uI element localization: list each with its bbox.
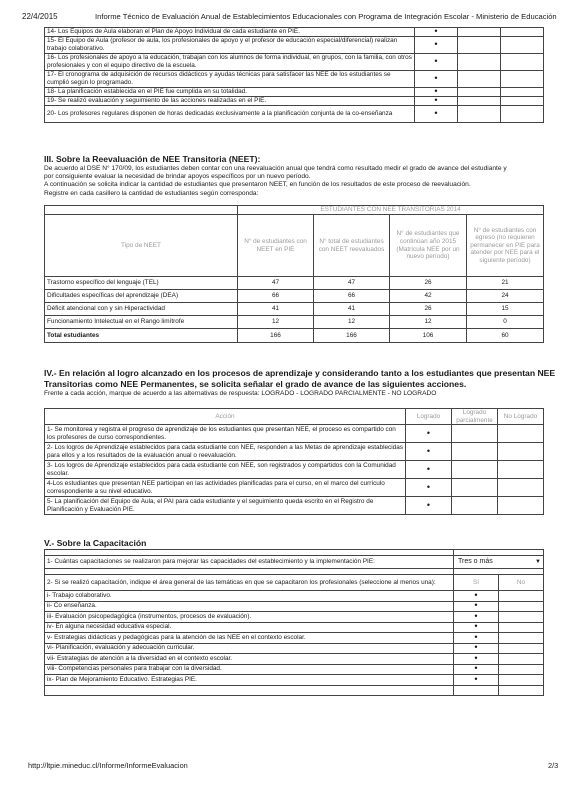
training-si-mark[interactable]: • xyxy=(454,612,499,623)
top-item-option[interactable] xyxy=(458,37,501,54)
neet-total-value: 60 xyxy=(467,329,544,343)
section-3-intro-3: A continuación se solicita indicar la cantidad de estudiantes que presentaron NEET, en función de los resultados de este proceso de reevaluación. xyxy=(44,181,471,188)
top-item-text: 16- Los profesionales de apoyo a la educación, trabajan con los alumnos de forma individual, en grupos, con la familia, con otros profesionales y con el equipo directivo de la escuela. xyxy=(45,54,415,71)
top-item-row xyxy=(45,97,544,106)
top-item-mark[interactable]: • xyxy=(415,97,458,106)
training-row xyxy=(45,622,544,633)
training-topic: ii- Co enseñanza. xyxy=(45,601,454,612)
neet-row-value[interactable]: 12 xyxy=(238,316,314,329)
neet-group-header: ESTUDIANTES CON NEE TRANSITORIAS 2014 xyxy=(238,206,544,215)
top-item-row xyxy=(45,54,544,71)
neet-col-3: N° de estudiantes que continúan año 2015 (Matrícula NEE por un nuevo período) xyxy=(390,215,467,277)
actions-col-parcial: Logrado parcialmente xyxy=(452,409,498,425)
training-spacer-cell xyxy=(45,685,454,695)
training-topic: i- Trabajo colaborativo. xyxy=(45,591,454,602)
top-item-text: 15- El Equipo de Aula (profesor de aula, los profesionales de apoyo y el profesor de educación especial/diferencial) realizan trabajo colaborativo. xyxy=(45,37,415,54)
actions-col-logrado: Logrado xyxy=(406,409,452,425)
training-spacer-cell xyxy=(499,685,544,695)
action-logrado-mark[interactable]: • xyxy=(406,497,452,515)
neet-row-value[interactable]: 42 xyxy=(390,290,467,303)
top-item-option[interactable] xyxy=(501,88,544,97)
action-logrado-mark[interactable]: • xyxy=(406,461,452,479)
training-si-mark[interactable]: • xyxy=(454,675,499,686)
training-si-mark[interactable]: • xyxy=(454,664,499,675)
top-item-text: 17- El cronograma de adquisición de recursos didácticos y ayudas técnicas para satisfacer las NEE de los estudiantes se cumplió según lo programado. xyxy=(45,71,415,88)
section-5-title: V.- Sobre la Capacitación xyxy=(44,538,147,548)
neet-row-value[interactable]: 41 xyxy=(238,303,314,316)
top-items-table xyxy=(44,27,544,123)
training-topic: iv- En alguna necesidad educativa especial. xyxy=(45,622,454,633)
action-row xyxy=(45,479,544,497)
training-no-option[interactable] xyxy=(499,601,544,612)
neet-row-value[interactable]: 47 xyxy=(314,277,390,290)
training-row xyxy=(45,601,544,612)
top-item-option[interactable] xyxy=(501,97,544,106)
actions-col-no: No Logrado xyxy=(498,409,544,425)
action-row xyxy=(45,497,544,515)
top-item-option[interactable] xyxy=(458,71,501,88)
training-no-option[interactable] xyxy=(499,622,544,633)
neet-row-label: Funcionamiento Intelectual en el Rango limítrofe xyxy=(45,316,238,329)
action-logrado-mark[interactable]: • xyxy=(406,443,452,461)
training-q2-label: 2- Si se realizó capacitación, indique el área general de las temáticas en que se capacitaron los profesionales (seleccione al menos una): xyxy=(45,575,454,591)
action-no-option[interactable] xyxy=(498,461,544,479)
action-text: 5- La planificación del Equipo de Aula, el PAI para cada estudiante y el seguimiento queda escrito en el Registro de Planificación y Evaluación PIE. xyxy=(45,497,406,515)
action-no-option[interactable] xyxy=(498,443,544,461)
training-si-mark[interactable]: • xyxy=(454,622,499,633)
top-item-row xyxy=(45,88,544,97)
action-no-option[interactable] xyxy=(498,479,544,497)
neet-row-value[interactable]: 12 xyxy=(314,316,390,329)
action-row xyxy=(45,461,544,479)
neet-row-value[interactable]: 21 xyxy=(467,277,544,290)
neet-row-value[interactable]: 12 xyxy=(390,316,467,329)
training-table xyxy=(44,549,544,696)
top-item-option[interactable] xyxy=(501,37,544,54)
training-topic: vii- Estrategias de atención a la diversidad en el contexto escolar. xyxy=(45,654,454,665)
training-row xyxy=(45,675,544,686)
action-parcial-option[interactable] xyxy=(452,497,498,515)
training-q1-label: 1- Cuántas capacitaciones se realizaron para mejorar las capacidades del establecimiento y la implementación PIE: xyxy=(45,556,454,569)
action-text: 4-Los estudiantes que presentan NEE participan en las actividades planificadas para el curso, en el marco del currículo correspondiente a su nivel educativo. xyxy=(45,479,406,497)
top-item-option[interactable] xyxy=(458,106,501,123)
training-count-select[interactable] xyxy=(454,556,543,568)
top-item-option[interactable] xyxy=(458,97,501,106)
training-row xyxy=(45,643,544,654)
neet-total-value: 166 xyxy=(238,329,314,343)
footer-url: http://ltpie.mineduc.cl/Informe/InformeEvaluacion xyxy=(28,761,188,770)
neet-row-value[interactable]: 47 xyxy=(238,277,314,290)
neet-col-2: N° total de estudiantes con NEET reevaluados xyxy=(314,215,390,277)
neet-row-value[interactable]: 66 xyxy=(314,290,390,303)
top-item-option[interactable] xyxy=(501,106,544,123)
training-spacer-row xyxy=(45,685,544,695)
actions-table xyxy=(44,408,544,515)
training-si-mark[interactable]: • xyxy=(454,654,499,665)
neet-row-label: Déficit atencional con y sin Hiperactividad xyxy=(45,303,238,316)
top-item-option[interactable] xyxy=(501,54,544,71)
neet-total-value: 166 xyxy=(314,329,390,343)
neet-row xyxy=(45,303,544,316)
neet-row-label: Trastorno específico del lenguaje (TEL) xyxy=(45,277,238,290)
training-col-si: Sí xyxy=(454,575,499,591)
neet-row-value[interactable]: 26 xyxy=(390,277,467,290)
top-item-option[interactable] xyxy=(501,71,544,88)
action-no-option[interactable] xyxy=(498,425,544,443)
action-parcial-option[interactable] xyxy=(452,425,498,443)
neet-table xyxy=(44,205,544,343)
top-item-text: 19- Se realizó evaluación y seguimiento de las acciones realizadas en el PIE. xyxy=(45,97,415,106)
neet-row-value[interactable]: 24 xyxy=(467,290,544,303)
training-col-no: No xyxy=(499,575,544,591)
section-4-title-line1: IV.- En relación al logro alcanzado en los procesos de aprendizaje y considerando tanto a los estudiantes que presentan NEE xyxy=(44,368,556,378)
top-item-mark[interactable]: • xyxy=(415,71,458,88)
section-4-subtitle: Frente a cada acción, marque de acuerdo a las alternativas de respuesta: LOGRADO - LOGRADO PARCIALMENTE - NO LOGRADO xyxy=(44,390,437,397)
neet-row-value[interactable]: 15 xyxy=(467,303,544,316)
top-item-option[interactable] xyxy=(458,28,501,37)
top-item-row xyxy=(45,37,544,54)
training-topic: v- Estrategias didácticas y pedagógicas para la atención de las NEE en el contexto escolar. xyxy=(45,633,454,644)
neet-total-value: 106 xyxy=(390,329,467,343)
page-header-title: Informe Técnico de Evaluación Anual de Establecimientos Educacionales con Programa de Integración Escolar - Ministerio de Educación xyxy=(95,12,557,21)
section-3-title: III. Sobre la Reevaluación de NEE Transitoria (NEET): xyxy=(44,154,261,164)
training-row xyxy=(45,664,544,675)
training-topic: viii- Competencias personales para trabajar con la diversidad. xyxy=(45,664,454,675)
training-row xyxy=(45,654,544,665)
top-item-text: 18- La planificación establecida en el PIE fue cumplida en su totalidad. xyxy=(45,88,415,97)
top-item-mark[interactable]: • xyxy=(415,88,458,97)
action-row xyxy=(45,425,544,443)
section-3-intro-4: Registre en cada casillero la cantidad de estudiantes según corresponda: xyxy=(44,190,259,197)
training-no-option[interactable] xyxy=(499,664,544,675)
footer-page-number: 2/3 xyxy=(548,761,559,770)
training-topic: vi- Planificación, evaluación y adecuación curricular. xyxy=(45,643,454,654)
neet-col-4: N° de estudiantes con egreso (no requieren permanecer en PIE para atender por NEE para el siguiente período) xyxy=(467,215,544,277)
neet-col-1: N° de estudiantes con NEET en PIE xyxy=(238,215,314,277)
training-row xyxy=(45,591,544,602)
top-item-mark[interactable]: • xyxy=(415,106,458,123)
neet-row-value[interactable]: 0 xyxy=(467,316,544,329)
action-logrado-mark[interactable]: • xyxy=(406,425,452,443)
neet-total-label: Total estudiantes xyxy=(45,329,238,343)
training-topic: ix- Plan de Mejoramiento Educativo. Estrategias PIE. xyxy=(45,675,454,686)
action-row xyxy=(45,443,544,461)
training-si-mark[interactable]: • xyxy=(454,601,499,612)
neet-row xyxy=(45,316,544,329)
top-item-text: 20- Los profesores regulares disponen de horas dedicadas exclusivamente a la planificación conjunta de la co-enseñanza xyxy=(45,106,415,123)
training-no-option[interactable] xyxy=(499,612,544,623)
action-text: 3- Los logros de Aprendizaje establecidos para cada estudiante con NEE, son registrados y compartidos con la Comunidad escolar. xyxy=(45,461,406,479)
actions-col-action: Acción xyxy=(45,409,406,425)
top-item-text: 14- Los Equipos de Aula elaboran el Plan de Apoyo Individual de cada estudiante en PIE. xyxy=(45,28,415,37)
training-topic: iii- Evaluación psicopedagógica (instrumentos, procesos de evaluación). xyxy=(45,612,454,623)
neet-row-value[interactable]: 41 xyxy=(314,303,390,316)
top-item-mark[interactable]: • xyxy=(415,54,458,71)
neet-total-row xyxy=(45,329,544,343)
training-no-option[interactable] xyxy=(499,643,544,654)
training-row xyxy=(45,612,544,623)
neet-row-label: Dificultades específicas del aprendizaje (DEA) xyxy=(45,290,238,303)
print-date: 22/4/2015 xyxy=(22,12,58,21)
training-spacer-cell xyxy=(454,685,499,695)
neet-row xyxy=(45,290,544,303)
action-text: 2- Los logros de Aprendizaje establecidos para cada estudiante con NEE, responden a las Metas de aprendizaje establecidas para ellos y a los resultados de la evaluación anual o reevaluación. xyxy=(45,443,406,461)
top-item-row xyxy=(45,71,544,88)
top-item-option[interactable] xyxy=(458,88,501,97)
training-no-option[interactable] xyxy=(499,591,544,602)
top-item-row xyxy=(45,106,544,123)
top-item-option[interactable] xyxy=(501,28,544,37)
top-item-option[interactable] xyxy=(458,54,501,71)
section-3-intro-2: por consiguiente evaluar la necesidad de brindar apoyos específicos por un nuevo período. xyxy=(44,173,311,180)
neet-row xyxy=(45,277,544,290)
training-no-option[interactable] xyxy=(499,675,544,686)
training-count-value: Tres o más xyxy=(458,558,493,565)
neet-row-value[interactable]: 66 xyxy=(238,290,314,303)
action-parcial-option[interactable] xyxy=(452,479,498,497)
top-item-mark[interactable]: • xyxy=(415,28,458,37)
training-si-mark[interactable]: • xyxy=(454,591,499,602)
top-item-row xyxy=(45,28,544,37)
chevron-down-icon: ▼ xyxy=(535,559,541,565)
neet-col-type: Tipo de NEET xyxy=(45,215,238,277)
action-parcial-option[interactable] xyxy=(452,461,498,479)
training-no-option[interactable] xyxy=(499,633,544,644)
section-3-intro-1: De acuerdo al DSE N° 170/09, los estudiantes deben contar con una reevaluación anual que tendrá como resultado medir el grado de avance del estudiante y xyxy=(44,165,507,172)
action-logrado-mark[interactable]: • xyxy=(406,479,452,497)
training-no-option[interactable] xyxy=(499,654,544,665)
action-no-option[interactable] xyxy=(498,497,544,515)
action-text: 1- Se monitorea y registra el progreso de aprendizaje de los estudiantes que presentan NEE, el proceso es compartido con los profesores de curso correspondientes. xyxy=(45,425,406,443)
top-item-mark[interactable]: • xyxy=(415,37,458,54)
training-row xyxy=(45,633,544,644)
neet-row-value[interactable]: 26 xyxy=(390,303,467,316)
section-4-title-line2: Transitorias como NEE Permanentes, se solicita señalar el grado de avance de las siguientes acciones. xyxy=(44,379,467,389)
training-si-mark[interactable]: • xyxy=(454,633,499,644)
training-si-mark[interactable]: • xyxy=(454,643,499,654)
action-parcial-option[interactable] xyxy=(452,443,498,461)
